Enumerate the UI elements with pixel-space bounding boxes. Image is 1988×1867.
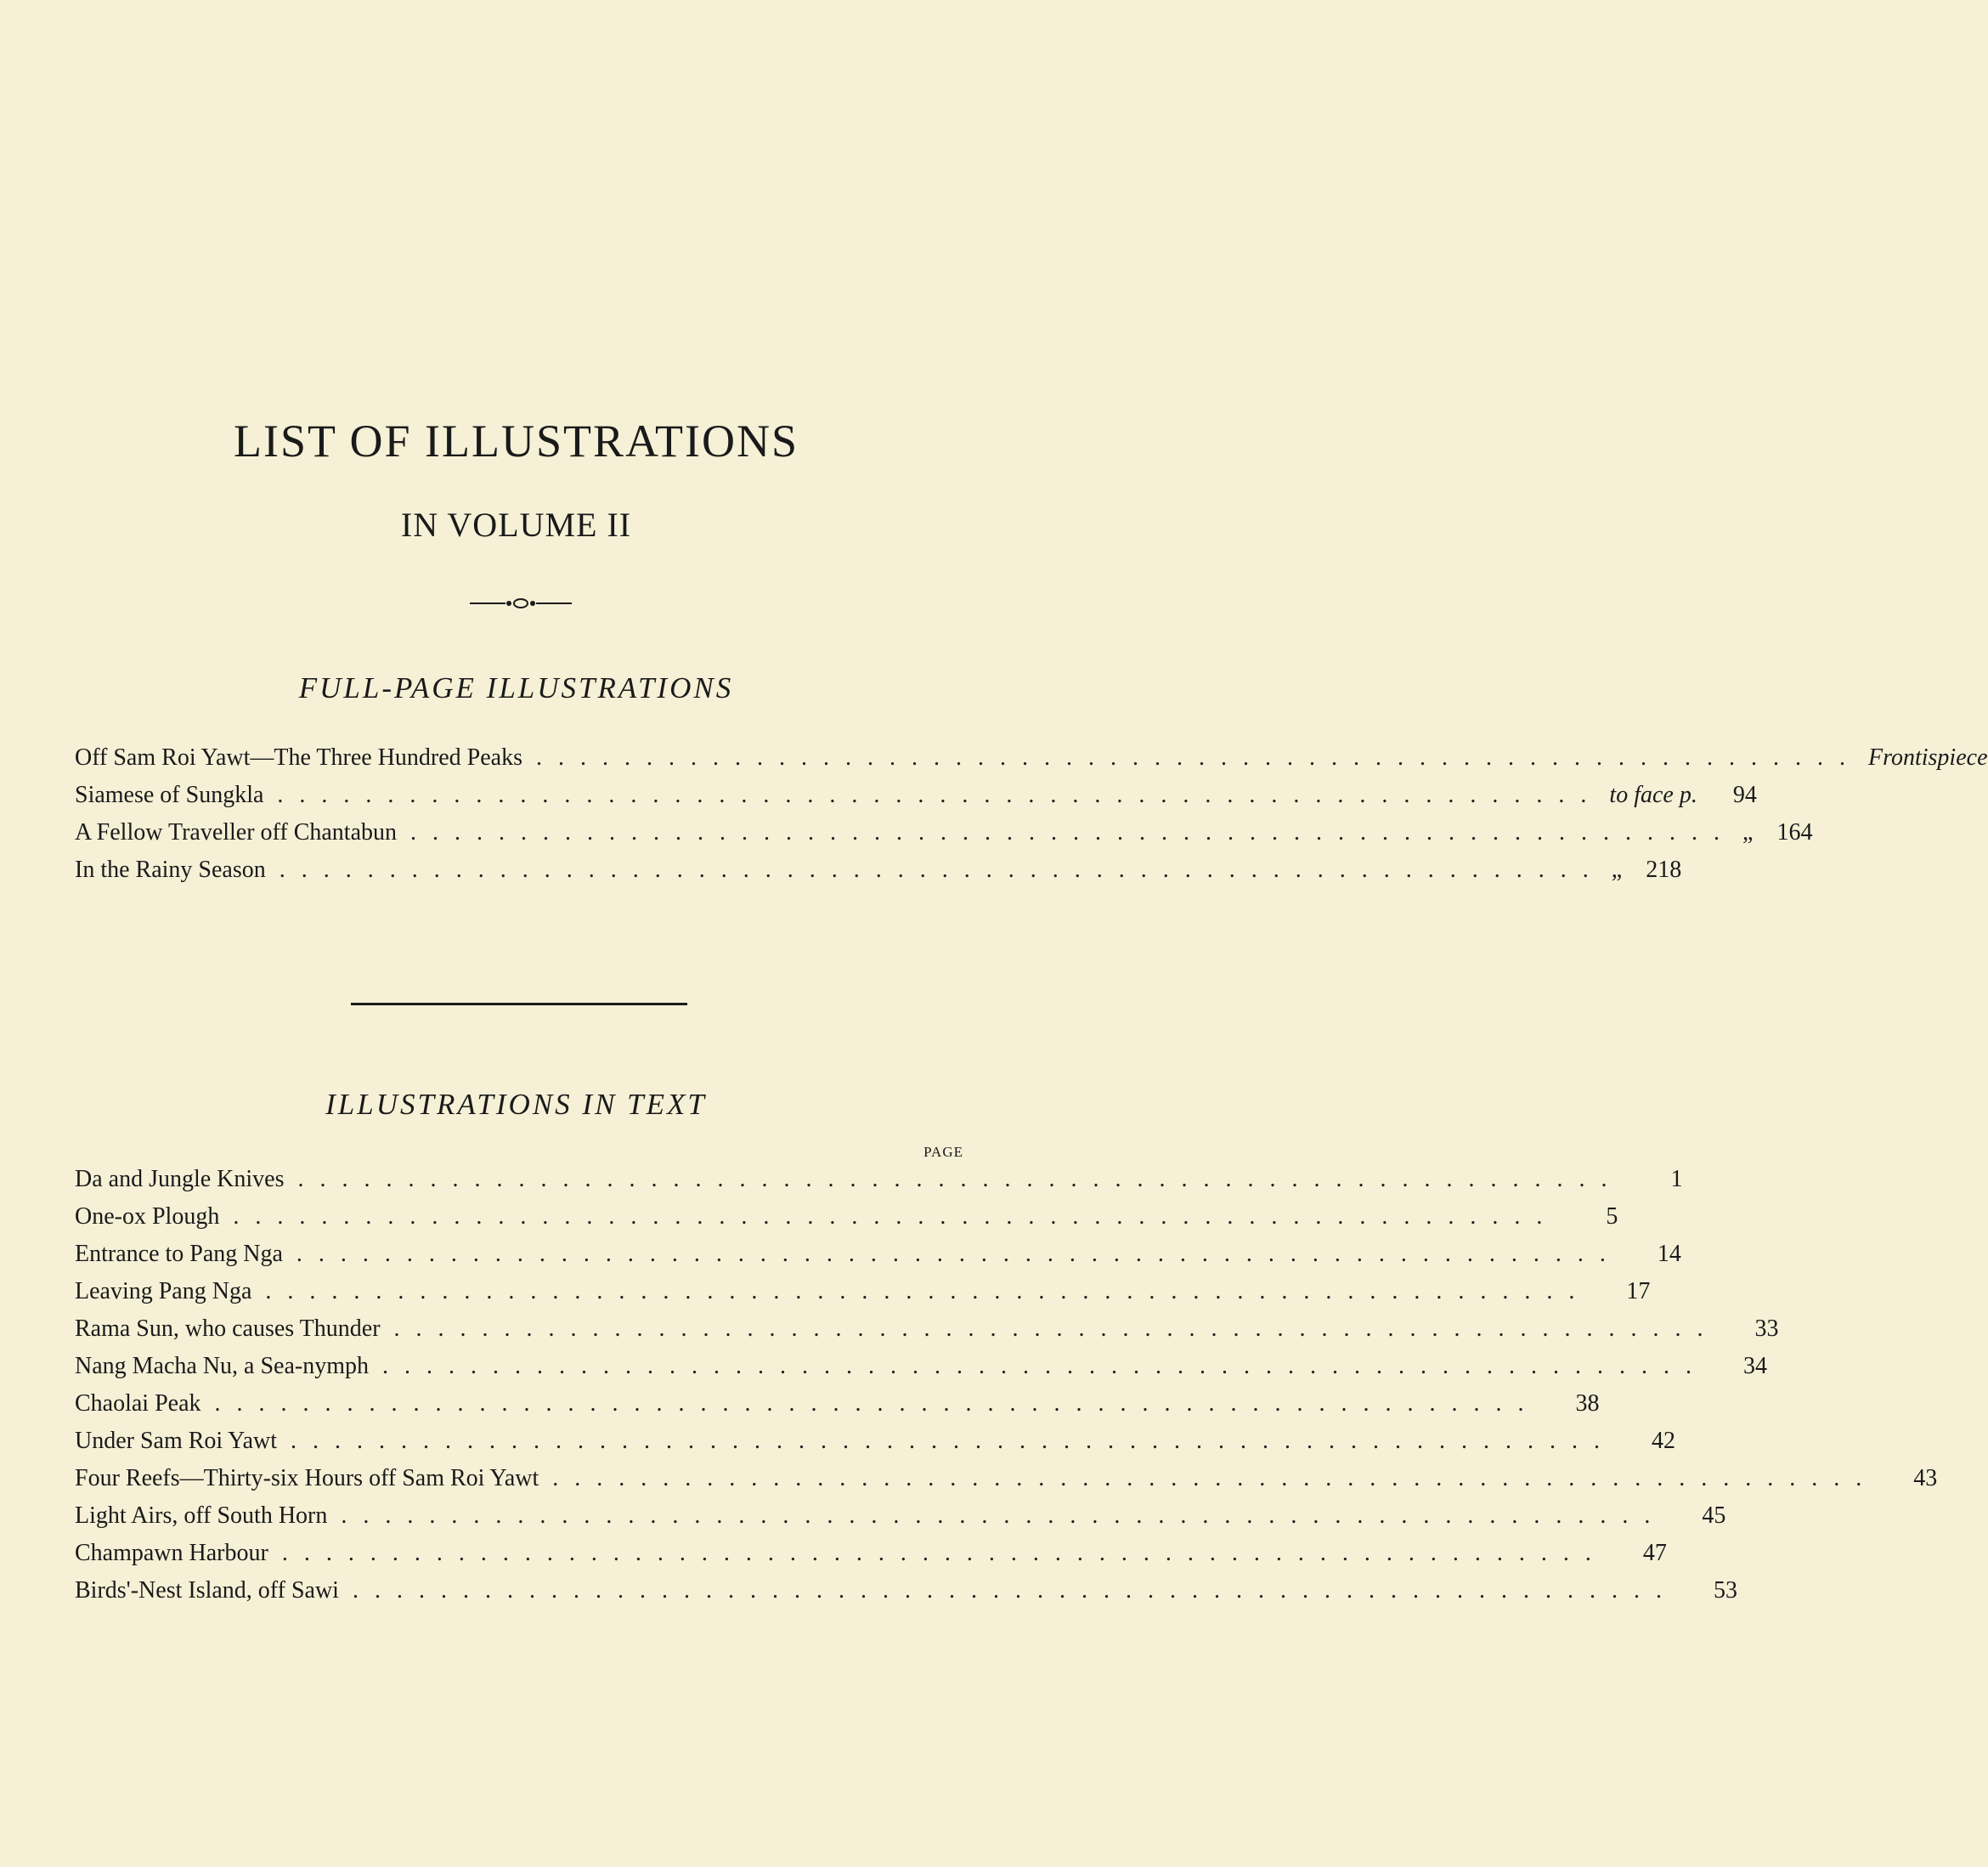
- ornament-divider-icon: [470, 595, 572, 612]
- item-title: Under Sam Roi Yawt: [75, 1428, 278, 1454]
- item-title: Da and Jungle Knives: [75, 1166, 285, 1192]
- list-item: [75, 1540, 1667, 1577]
- item-title: Four Reefs—Thirty-six Hours off Sam Roi Yawt: [75, 1465, 539, 1491]
- full-page-list: [75, 744, 1988, 894]
- list-item: [75, 1353, 1768, 1390]
- item-title: A Fellow Traveller off Chantabun: [75, 819, 398, 846]
- list-item: [75, 744, 1988, 782]
- item-title: In the Rainy Season: [75, 857, 266, 883]
- list-item: [75, 1203, 1618, 1241]
- list-item: [75, 1166, 1683, 1203]
- dot-leader: ............................................................: [382, 1353, 1708, 1379]
- item-reference: „: [1742, 819, 1754, 846]
- list-item: [75, 1502, 1726, 1540]
- item-page-number: 218: [1646, 857, 1682, 883]
- list-item: [75, 1241, 1681, 1278]
- dot-leader: ............................................................: [281, 1540, 1607, 1566]
- item-page-number: 17: [1626, 1278, 1651, 1304]
- item-title: Off Sam Roi Yawt—The Three Hundred Peaks: [75, 744, 523, 771]
- page-subtitle: IN VOLUME II: [400, 506, 632, 544]
- list-item: [75, 1315, 1779, 1353]
- item-reference: to face p.: [1609, 782, 1697, 808]
- page-title: LIST OF ILLUSTRATIONS: [233, 416, 799, 467]
- dot-leader: ............................................................: [410, 819, 1737, 846]
- list-item: [75, 819, 1813, 857]
- full-page-heading: FULL-PAGE ILLUSTRATIONS: [298, 671, 734, 704]
- dot-leader: ............................................................: [233, 1203, 1559, 1230]
- dot-leader: ............................................................: [265, 1278, 1591, 1304]
- dot-leader: ............................................................: [297, 1166, 1624, 1192]
- list-item: [75, 782, 1757, 819]
- dot-leader: ............................................................: [352, 1577, 1678, 1604]
- dot-leader: ............................................................: [291, 1428, 1617, 1454]
- dot-leader: ............................................................: [279, 857, 1605, 883]
- item-page-number: 33: [1754, 1315, 1779, 1342]
- in-text-heading: ILLUSTRATIONS IN TEXT: [325, 1088, 707, 1121]
- dot-leader: ............................................................: [536, 744, 1862, 771]
- item-title: Birds'-Nest Island, off Sawi: [75, 1577, 339, 1604]
- item-title: Siamese of Sungkla: [75, 782, 264, 808]
- dot-leader: ............................................................: [296, 1241, 1622, 1267]
- dot-leader: ............................................................: [214, 1390, 1540, 1417]
- list-item: [75, 1278, 1651, 1315]
- list-item: [75, 1577, 1737, 1615]
- item-reference: Frontispiece: [1868, 744, 1988, 771]
- section-divider: [351, 1003, 687, 1005]
- list-item: [75, 1390, 1600, 1428]
- item-title: Rama Sun, who causes Thunder: [75, 1315, 381, 1342]
- item-page-number: 5: [1606, 1203, 1618, 1230]
- dot-leader: ............................................................: [393, 1315, 1720, 1342]
- dot-leader: ............................................................: [277, 782, 1603, 808]
- item-title: Entrance to Pang Nga: [75, 1241, 283, 1267]
- item-page-number: 47: [1642, 1540, 1667, 1566]
- item-page-number: 34: [1743, 1353, 1768, 1379]
- item-title: Leaving Pang Nga: [75, 1278, 252, 1304]
- item-page-number: 38: [1575, 1390, 1600, 1417]
- item-title: Light Airs, off South Horn: [75, 1502, 328, 1529]
- item-page-number: 53: [1713, 1577, 1737, 1604]
- item-title: Champawn Harbour: [75, 1540, 268, 1566]
- page-column-label: PAGE: [923, 1144, 963, 1160]
- item-page-number: 164: [1776, 819, 1813, 846]
- in-text-list: [75, 1166, 1938, 1615]
- list-item: [75, 1428, 1676, 1465]
- item-page-number: 45: [1702, 1502, 1726, 1529]
- item-page-number: 42: [1652, 1428, 1676, 1454]
- item-page-number: 43: [1913, 1465, 1938, 1491]
- item-page-number: 14: [1657, 1241, 1681, 1267]
- dot-leader: ............................................................: [552, 1465, 1878, 1491]
- item-title: Nang Macha Nu, a Sea-nymph: [75, 1353, 370, 1379]
- item-title: One-ox Plough: [75, 1203, 220, 1230]
- item-reference: „: [1611, 857, 1623, 883]
- list-item: [75, 1465, 1938, 1502]
- item-page-number: 94: [1732, 782, 1757, 808]
- dot-leader: ............................................................: [341, 1502, 1667, 1529]
- item-title: Chaolai Peak: [75, 1390, 201, 1417]
- item-page-number: 1: [1670, 1166, 1683, 1192]
- list-item: [75, 857, 1682, 894]
